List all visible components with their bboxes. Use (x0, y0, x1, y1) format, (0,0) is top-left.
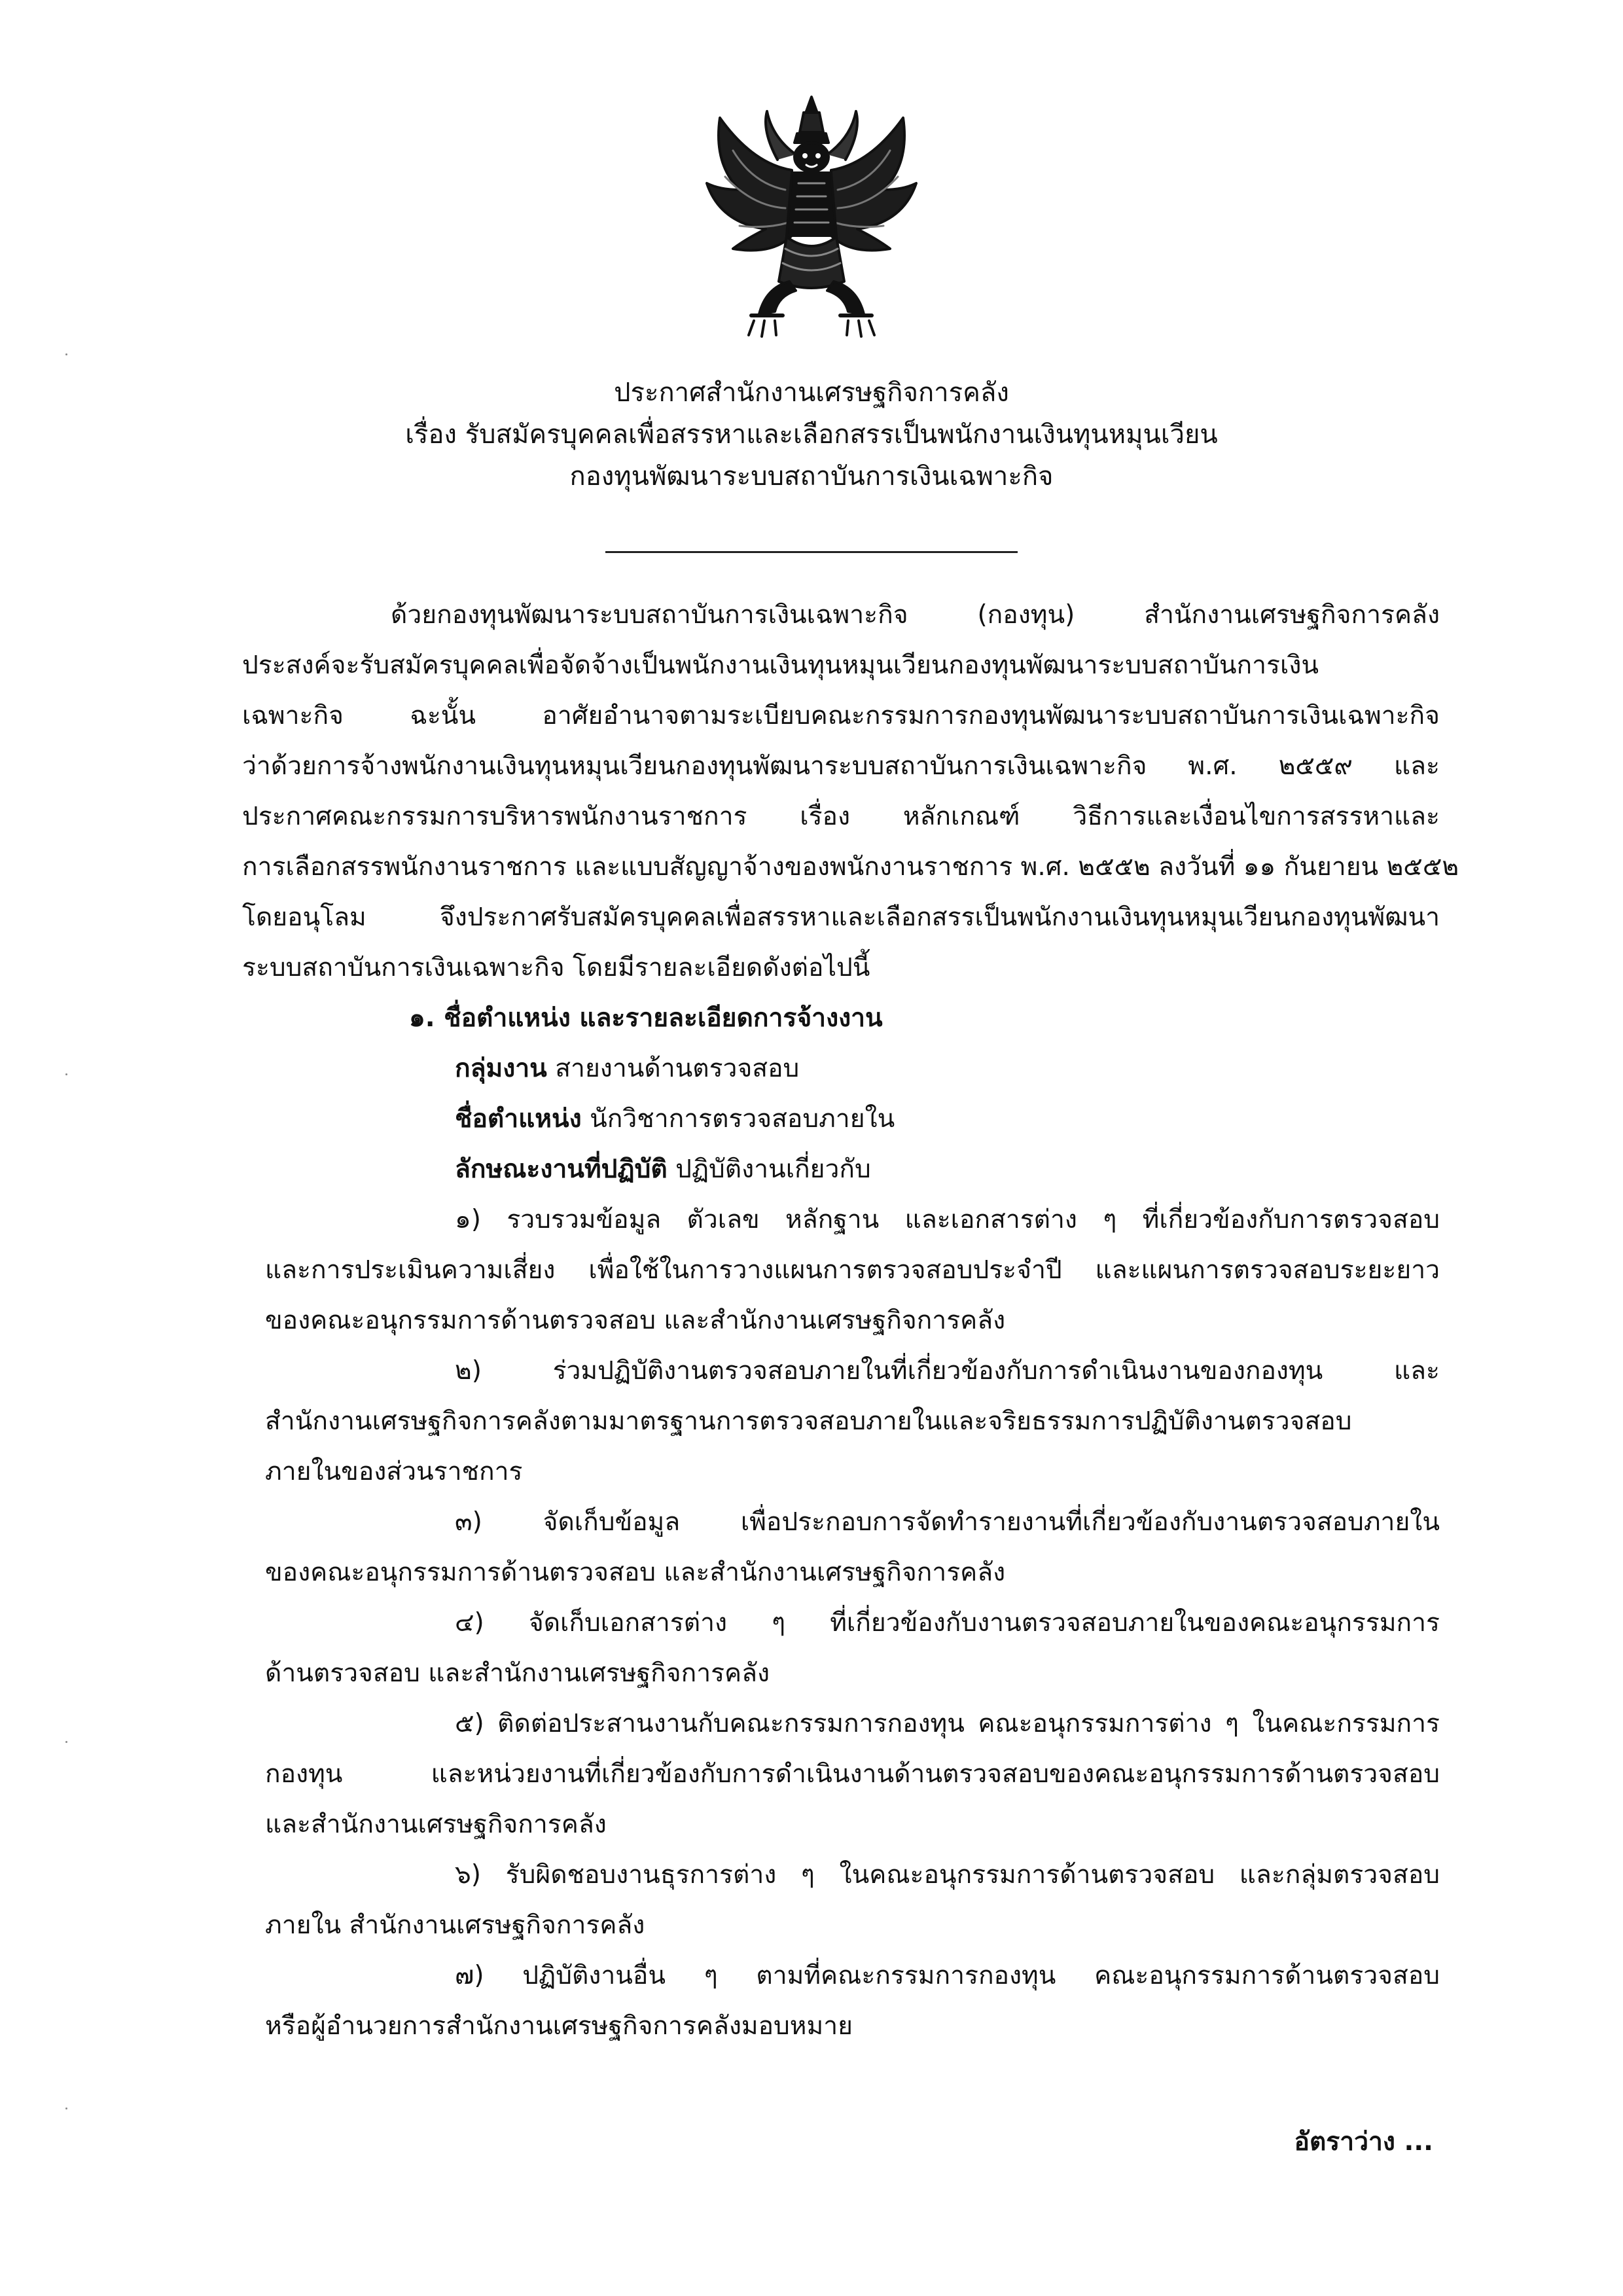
duty-line: ของคณะอนุกรรมการด้านตรวจสอบ และสำนักงานเศรษฐกิจการคลัง (265, 1306, 1006, 1335)
duty-line: หรือผู้อำนวยการสำนักงานเศรษฐกิจการคลังมอบหมาย (265, 2011, 853, 2041)
field-value: สายงานด้านตรวจสอบ (555, 1054, 800, 1083)
scan-speck (65, 353, 67, 355)
duty-line: ด้านตรวจสอบ และสำนักงานเศรษฐกิจการคลัง (265, 1659, 770, 1688)
scan-speck (65, 2108, 67, 2109)
duty-item-2: ๒) ร่วมปฏิบัติงานตรวจสอบภายในที่เกี่ยวข้องกับการดำเนินงานของกองทุน และ (455, 1356, 1440, 1386)
field-value: ปฏิบัติงานเกี่ยวกับ (675, 1155, 871, 1184)
section-heading: ๑. ชื่อตำแหน่ง และรายละเอียดการจ้างงาน (409, 1003, 883, 1033)
intro-line: โดยอนุโลม จึงประกาศรับสมัครบุคคลเพื่อสรรหาและเลือกสรรเป็นพนักงานเงินทุนหมุนเวียนกองทุนพัฒนา (242, 903, 1440, 932)
field-label: กลุ่มงาน (455, 1054, 547, 1083)
intro-line: การเลือกสรรพนักงานราชการ และแบบสัญญาจ้างของพนักงานราชการ พ.ศ. ๒๕๕๒ ลงวันที่ ๑๑ กันยายน ๒๕๕๒ (242, 852, 1459, 882)
field-value: นักวิชาการตรวจสอบภายใน (590, 1104, 895, 1134)
duty-line: ของคณะอนุกรรมการด้านตรวจสอบ และสำนักงานเศรษฐกิจการคลัง (265, 1558, 1006, 1587)
duty-item-1: ๑) รวบรวมข้อมูล ตัวเลข หลักฐาน และเอกสารต่าง ๆ ที่เกี่ยวข้องกับการตรวจสอบ (455, 1205, 1440, 1234)
field-label: ลักษณะงานที่ปฏิบัติ (455, 1155, 668, 1184)
intro-line: ว่าด้วยการจ้างพนักงานเงินทุนหมุนเวียนกองทุนพัฒนาระบบสถาบันการเงินเฉพาะกิจ พ.ศ. ๒๕๕๙ และ (242, 751, 1440, 781)
duty-item-5: ๕) ติดต่อประสานงานกับคณะกรรมการกองทุน คณะอนุกรรมการต่าง ๆ ในคณะกรรมการ (455, 1709, 1440, 1738)
heading-divider (605, 551, 1018, 553)
field-position (455, 1101, 895, 1138)
field-group (455, 1050, 799, 1087)
continuation-note: อัตราว่าง ... (1294, 2127, 1433, 2157)
duty-line: และสำนักงานเศรษฐกิจการคลัง (265, 1810, 607, 1839)
intro-line: ระบบสถาบันการเงินเฉพาะกิจ โดยมีรายละเอียดดังต่อไปนี้ (242, 953, 870, 982)
duty-line: ภายใน สำนักงานเศรษฐกิจการคลัง (265, 1910, 645, 1940)
duty-line: ภายในของส่วนราชการ (265, 1457, 523, 1486)
garuda-emblem-icon (694, 92, 929, 347)
announcement-subject-line2: กองทุนพัฒนาระบบสถาบันการเงินเฉพาะกิจ (569, 461, 1054, 492)
scan-speck (65, 1741, 67, 1743)
duty-line: สำนักงานเศรษฐกิจการคลังตามมาตรฐานการตรวจสอบภายในและจริยธรรมการปฏิบัติงานตรวจสอบ (265, 1407, 1352, 1436)
intro-line: ด้วยกองทุนพัฒนาระบบสถาบันการเงินเฉพาะกิจ (กองทุน) สำนักงานเศรษฐกิจการคลัง (391, 600, 1440, 630)
field-duty (455, 1151, 871, 1188)
scan-speck (65, 1073, 67, 1075)
intro-line: เฉพาะกิจ ฉะนั้น อาศัยอำนาจตามระเบียบคณะกรรมการกองทุนพัฒนาระบบสถาบันการเงินเฉพาะกิจ (242, 701, 1440, 730)
duty-line: และการประเมินความเสี่ยง เพื่อใช้ในการวางแผนการตรวจสอบประจำปี และแผนการตรวจสอบระยะยาว (265, 1255, 1440, 1285)
duty-item-4: ๔) จัดเก็บเอกสารต่าง ๆ ที่เกี่ยวข้องกับงานตรวจสอบภายในของคณะอนุกรรมการ (455, 1608, 1440, 1638)
intro-line: ประสงค์จะรับสมัครบุคคลเพื่อจัดจ้างเป็นพนักงานเงินทุนหมุนเวียนกองทุนพัฒนาระบบสถาบันการเงิน (242, 651, 1319, 680)
duty-line: กองทุน และหน่วยงานที่เกี่ยวข้องกับการดำเนินงานด้านตรวจสอบของคณะอนุกรรมการด้านตรวจสอบ (265, 1759, 1440, 1789)
duty-item-6: ๖) รับผิดชอบงานธุรการต่าง ๆ ในคณะอนุกรรมการด้านตรวจสอบ และกลุ่มตรวจสอบ (455, 1860, 1440, 1890)
announcement-title: ประกาศสำนักงานเศรษฐกิจการคลัง (614, 378, 1009, 408)
announcement-subject: เรื่อง รับสมัครบุคคลเพื่อสรรหาและเลือกสรรเป็นพนักงานเงินทุนหมุนเวียน (405, 420, 1218, 450)
duty-item-7: ๗) ปฏิบัติงานอื่น ๆ ตามที่คณะกรรมการกองทุน คณะอนุกรรมการด้านตรวจสอบ (455, 1961, 1440, 1990)
field-label: ชื่อตำแหน่ง (455, 1104, 582, 1134)
intro-line: ประกาศคณะกรรมการบริหารพนักงานราชการ เรื่อง หลักเกณฑ์ วิธีการและเงื่อนไขการสรรหาและ (242, 802, 1440, 831)
duty-item-3: ๓) จัดเก็บข้อมูล เพื่อประกอบการจัดทำรายงานที่เกี่ยวข้องกับงานตรวจสอบภายใน (455, 1507, 1440, 1537)
